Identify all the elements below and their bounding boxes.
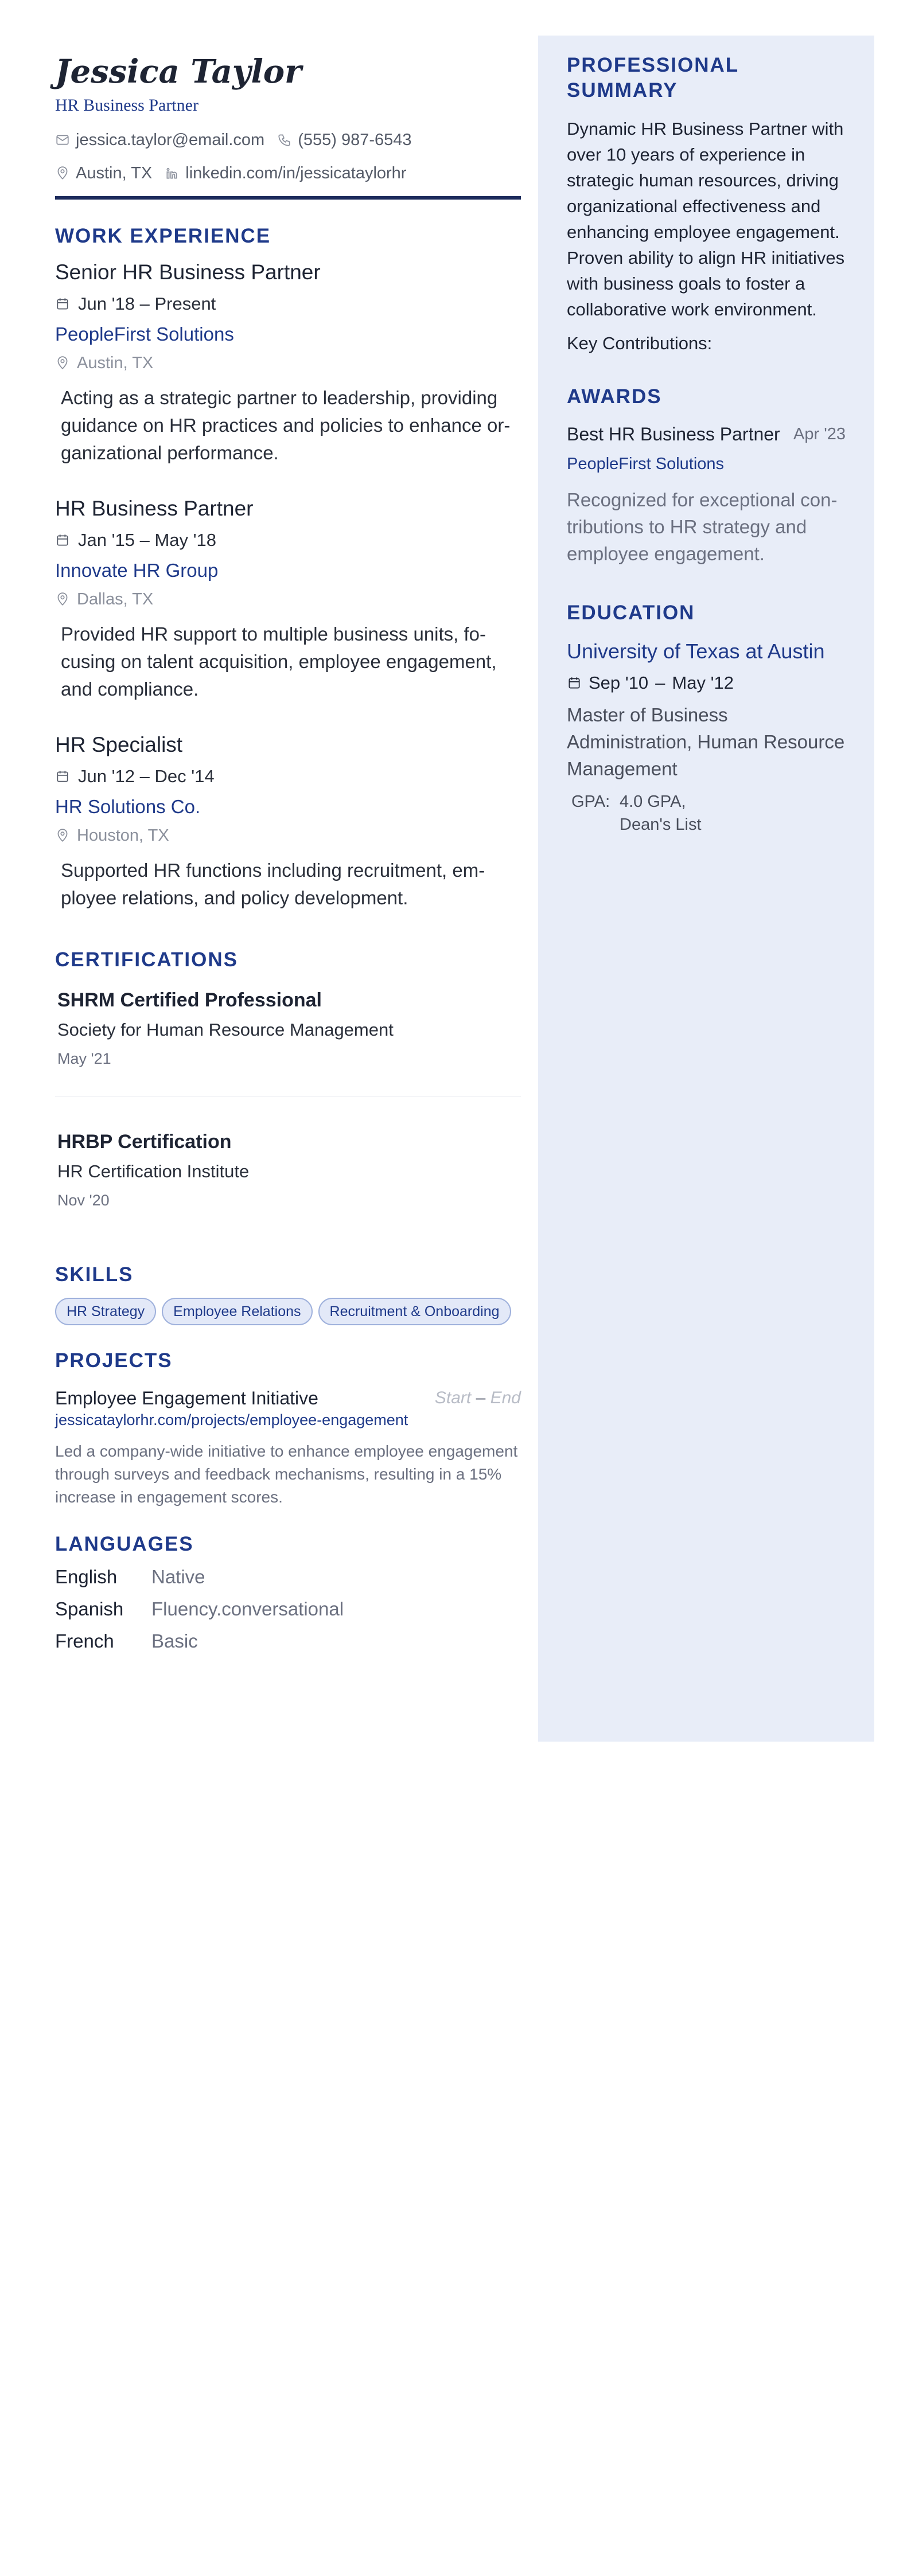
award-issuer: PeopleFirst Solutions <box>567 455 725 473</box>
award-entry <box>567 422 846 567</box>
sidebar <box>538 36 874 1742</box>
education-section <box>567 600 846 836</box>
linkedin-icon <box>165 166 180 181</box>
location-pin-icon <box>55 592 70 607</box>
location-pin-icon <box>55 166 70 181</box>
language-name: French <box>55 1630 114 1652</box>
gpa-value: 4.0 GPA, <box>620 793 686 811</box>
project-dates: Start – End <box>434 1388 521 1407</box>
calendar-icon <box>567 676 582 690</box>
candidate-name: Jessica Taylor <box>55 53 302 91</box>
mail-icon <box>55 132 70 147</box>
languages-heading: LANGUAGES <box>55 1533 194 1555</box>
skills-section <box>55 1262 521 1325</box>
language-name: English <box>55 1566 118 1587</box>
certification-issuer: HR Certification Institute <box>57 1161 250 1181</box>
job-title: HR Specialist <box>55 733 183 756</box>
candidate-role: HR Business Partner <box>55 96 198 115</box>
job-description: Supported HR functions including recruitment, employee relations, and policy development. <box>61 860 485 908</box>
location-pin-icon <box>55 356 70 370</box>
certifications-section <box>55 947 521 1211</box>
language-level: Fluency.conversational <box>151 1598 344 1619</box>
language-level: Native <box>151 1566 205 1587</box>
contact-info <box>55 128 521 185</box>
linkedin-text: linkedin.com/in/jessicataylorhr <box>185 164 407 182</box>
certification-entry <box>57 988 521 1069</box>
projects-section <box>55 1348 521 1509</box>
education-degree: Master of Business Administration, Human Resource Management <box>567 704 845 779</box>
projects-heading: PROJECTS <box>55 1349 173 1372</box>
location-pin-icon <box>55 828 70 843</box>
project-entry <box>55 1386 521 1509</box>
languages-section <box>55 1532 521 1654</box>
work-experience-heading: WORK EXPERIENCE <box>55 225 271 247</box>
calendar-icon <box>55 533 70 548</box>
job-company: HR Solutions Co. <box>55 796 201 817</box>
skills-list <box>55 1298 521 1325</box>
job-location: Dallas, TX <box>55 588 521 610</box>
skills-heading: SKILLS <box>55 1263 134 1286</box>
location-contact <box>55 162 152 185</box>
skill-chip: Employee Relations <box>162 1298 312 1325</box>
job-description: Acting as a strategic partner to leadership, providing guidance on HR practices and policies to enhance organizational performance. <box>61 387 511 463</box>
summary-section <box>567 53 846 356</box>
education-dates: Sep '10 – May '12 <box>567 672 846 694</box>
certifications-heading: CERTIFICATIONS <box>55 949 239 971</box>
certification-entry <box>57 1129 521 1211</box>
header-divider <box>55 196 521 200</box>
skill-chip: HR Strategy <box>55 1298 156 1325</box>
phone-icon <box>277 132 292 147</box>
phone-contact[interactable] <box>277 128 411 151</box>
certification-name: SHRM Certified Professional <box>57 989 322 1011</box>
main-column <box>55 52 521 1654</box>
language-row <box>55 1628 521 1654</box>
education-gpa <box>571 790 846 836</box>
job-entry <box>55 732 521 912</box>
calendar-icon <box>55 769 70 784</box>
education-heading: EDUCATION <box>567 602 695 624</box>
email-contact[interactable] <box>55 128 264 151</box>
job-company: PeopleFirst Solutions <box>55 323 234 345</box>
job-entry <box>55 259 521 467</box>
job-location: Austin, TX <box>55 352 521 374</box>
language-row <box>55 1564 521 1590</box>
award-title: Best HR Business Partner <box>567 424 780 444</box>
job-title: HR Business Partner <box>55 497 254 520</box>
language-row <box>55 1596 521 1622</box>
education-school: University of Texas at Austin <box>567 639 825 663</box>
job-description: Provided HR support to multiple business units, focusing on talent acquisition, employee engagement, and compliance. <box>61 623 497 700</box>
language-name: Spanish <box>55 1598 124 1619</box>
job-date: Jan '15 – May '18 <box>55 529 521 552</box>
job-entry <box>55 495 521 703</box>
project-title: Employee Engagement Initiative <box>55 1388 318 1408</box>
certification-divider <box>55 1096 521 1097</box>
award-description: Recognized for exceptional contributions to HR strategy and employee engagement. <box>567 489 838 564</box>
certification-name: HRBP Certification <box>57 1131 232 1153</box>
gpa-label: GPA: <box>571 793 610 811</box>
project-description: Led a company-wide initiative to enhance employee engagement through surveys and feedback mechanisms, resulting in a 15% increase in engagement scores. <box>55 1442 518 1506</box>
job-location: Houston, TX <box>55 825 521 846</box>
project-link[interactable]: jessicataylorhr.com/projects/employee-engagement <box>55 1411 408 1428</box>
skill-chip: Recruitment & Onboarding <box>318 1298 511 1325</box>
award-date: Apr '23 <box>793 425 846 443</box>
language-level: Basic <box>151 1630 198 1652</box>
linkedin-contact[interactable] <box>165 162 406 185</box>
key-contributions-label: Key Contributions: <box>567 333 713 353</box>
certification-date: May '21 <box>57 1050 111 1067</box>
summary-heading: PROFESSIONAL SUMMARY <box>567 54 739 102</box>
phone-text: (555) 987-6543 <box>298 131 412 149</box>
work-experience-section <box>55 224 521 912</box>
certification-date: Nov '20 <box>57 1192 110 1209</box>
certification-issuer: Society for Human Resource Management <box>57 1020 394 1040</box>
job-title: Senior HR Business Partner <box>55 260 321 284</box>
job-date: Jun '12 – Dec '14 <box>55 765 521 788</box>
honor-text: Dean's List <box>620 815 702 834</box>
job-company: Innovate HR Group <box>55 560 219 581</box>
awards-heading: AWARDS <box>567 385 662 408</box>
email-text: jessica.taylor@email.com <box>76 131 265 149</box>
job-date: Jun '18 – Present <box>55 292 521 315</box>
location-text: Austin, TX <box>76 164 153 182</box>
awards-section <box>567 384 846 567</box>
calendar-icon <box>55 296 70 311</box>
summary-text: Dynamic HR Business Partner with over 10 years of experience in strategic human resources, driving organizational effectiveness and enhancing employee engagement. Proven ability to align HR initiatives with business goals to foster a collaborative work environment. <box>567 119 845 319</box>
